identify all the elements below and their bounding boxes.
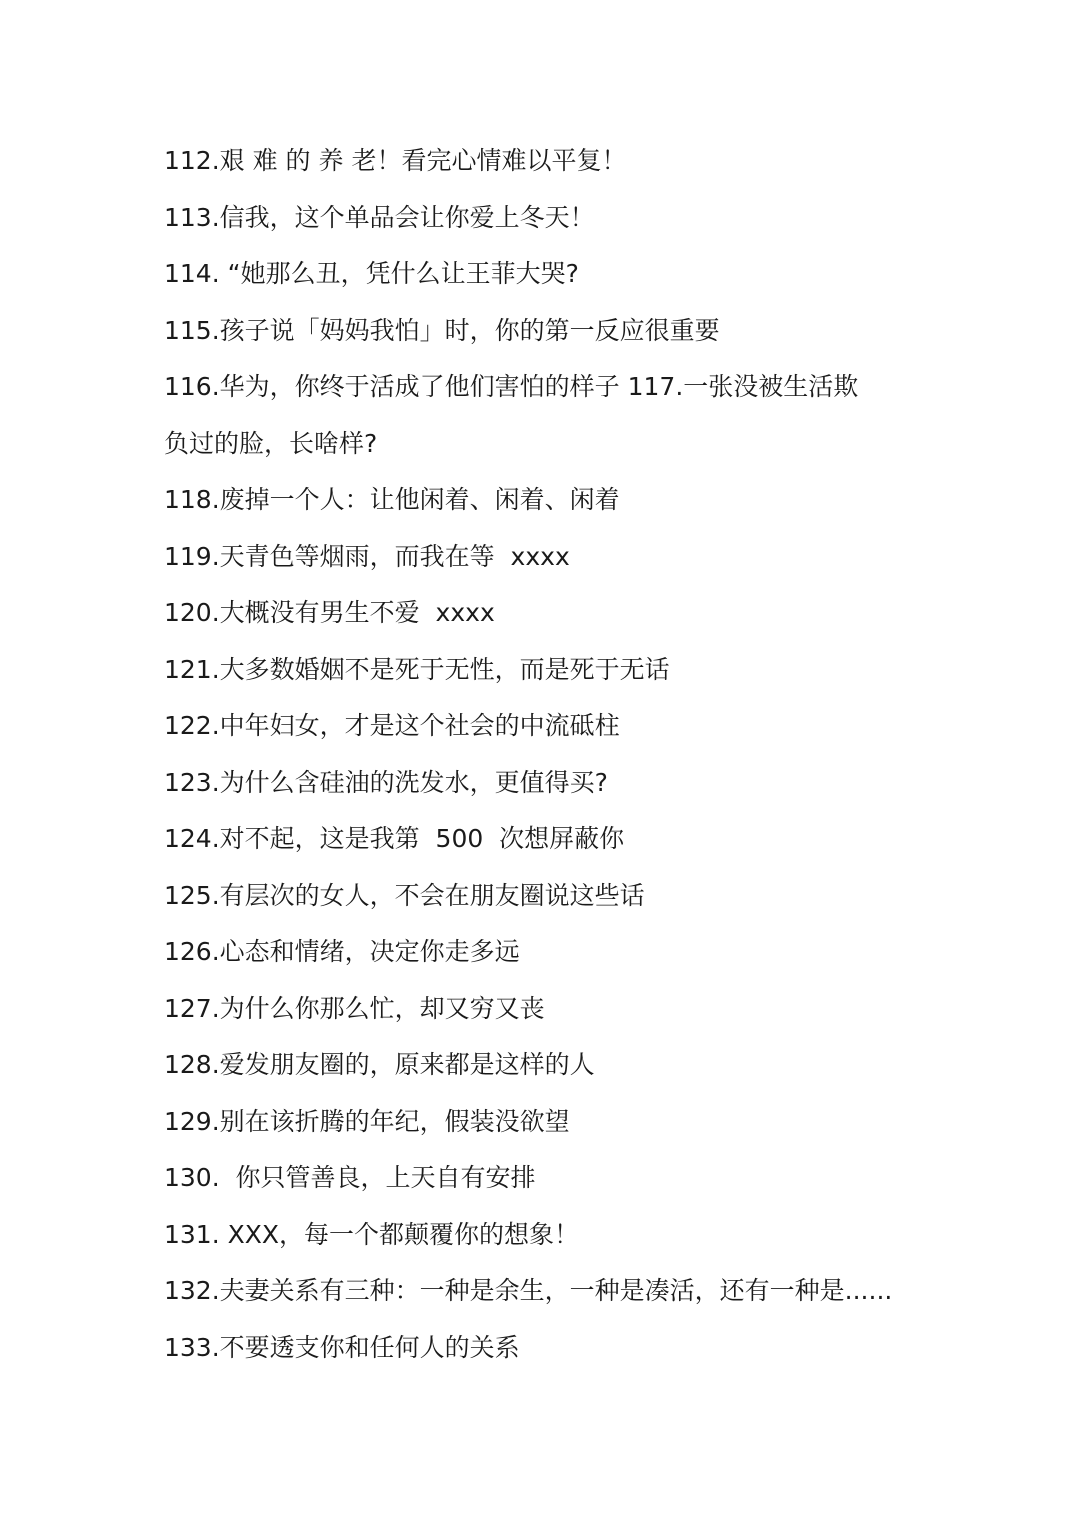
- headline-line: 124.对不起，这是我第 500 次想屏蔽你: [164, 824, 625, 853]
- headline-line: 115.孩子说「妈妈我怕」时，你的第一反应很重要: [164, 315, 720, 345]
- headline-list: [164, 133, 944, 1376]
- headline-line: 118.废掉一个人：让他闲着、闲着、闲着: [164, 485, 620, 514]
- headline-line: 130. 你只管善良，上天自有安排: [164, 1163, 536, 1192]
- headline-line: 128.爱发朋友圈的，原来都是这样的人: [164, 1050, 595, 1079]
- headline-line: 129.别在该折腾的年纪，假装没欲望: [164, 1106, 570, 1136]
- headline-line: 122.中年妇女，才是这个社会的中流砥柱: [164, 711, 620, 740]
- headline-line: 132.夫妻关系有三种：一种是余生，一种是凑活，还有一种是......: [164, 1276, 893, 1305]
- headline-line: 113.信我，这个单品会让你爱上冬天！: [164, 202, 595, 232]
- headline-line: 112.艰 难 的 养 老！看完心情难以平复！: [164, 146, 627, 175]
- headline-line: 131. XXX，每一个都颠覆你的想象！: [164, 1219, 579, 1249]
- headline-line: 133.不要透支你和任何人的关系: [164, 1332, 520, 1362]
- headline-line: 121.大多数婚姻不是死于无性，而是死于无话: [164, 654, 670, 684]
- headline-line: 125.有层次的女人，不会在朋友圈说这些话: [164, 880, 645, 910]
- headline-line: 119.天青色等烟雨，而我在等 xxxx: [164, 541, 570, 571]
- headline-line: 120.大概没有男生不爱 xxxx: [164, 598, 495, 627]
- headline-line: 116.华为，你终于活成了他们害怕的样子 117.一张没被生活欺: [164, 372, 859, 401]
- headline-line: 127.为什么你那么忙，却又穷又丧: [164, 993, 545, 1023]
- headline-line: 123.为什么含硅油的洗发水，更值得买?: [164, 767, 608, 797]
- headline-line: 114. “她那么丑，凭什么让王菲大哭?: [164, 259, 579, 288]
- headline-line-continuation: 负过的脸，长啥样?: [164, 428, 378, 458]
- headline-line: 126.心态和情绪，决定你走多远: [164, 937, 520, 966]
